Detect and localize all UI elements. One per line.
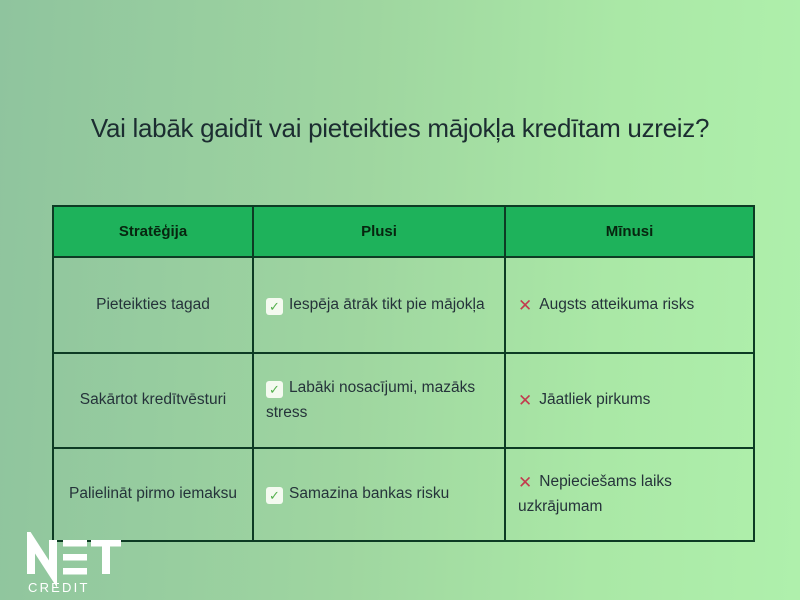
cross-icon: ✕: [518, 295, 533, 315]
plus-text: Samazina bankas risku: [289, 485, 450, 503]
netcredit-logo: [25, 532, 125, 600]
column-header-strategy: Stratēģija: [53, 206, 253, 257]
plus-cell: [253, 448, 505, 541]
strategy-cell: Sakārtot kredītvēsturi: [53, 353, 253, 448]
logo-credit-text: CREDIT: [28, 580, 90, 595]
minus-cell: [505, 257, 754, 353]
plus-cell: [253, 353, 505, 448]
strategy-cell: Palielināt pirmo iemaksu: [53, 448, 253, 541]
check-icon: ✓: [266, 298, 283, 315]
column-header-plusi: Plusi: [253, 206, 505, 257]
table-row: [53, 448, 754, 541]
plus-text: Labāki nosacījumi, mazāks stress: [266, 379, 476, 421]
table-header-row: [53, 206, 754, 257]
column-header-minusi: Mīnusi: [505, 206, 754, 257]
minus-text: Nepieciešams laiks uzkrājumam: [518, 473, 672, 515]
table-row: [53, 353, 754, 448]
minus-text: Jāatliek pirkums: [539, 391, 651, 409]
cross-icon: ✕: [518, 473, 533, 493]
netcredit-logo-icon: [25, 532, 125, 598]
strategy-cell: Pieteikties tagad: [53, 257, 253, 353]
plus-text: Iespēja ātrāk tikt pie mājokļa: [289, 295, 485, 313]
minus-text: Augsts atteikuma risks: [539, 295, 695, 313]
check-icon: ✓: [266, 381, 283, 398]
page-title: Vai labāk gaidīt vai pieteikties mājokļa kredītam uzreiz?: [90, 113, 710, 143]
comparison-table: [52, 205, 755, 542]
minus-cell: [505, 448, 754, 541]
check-icon: ✓: [266, 487, 283, 504]
minus-cell: [505, 353, 754, 448]
plus-cell: [253, 257, 505, 353]
cross-icon: ✕: [518, 391, 533, 411]
table-row: [53, 257, 754, 353]
